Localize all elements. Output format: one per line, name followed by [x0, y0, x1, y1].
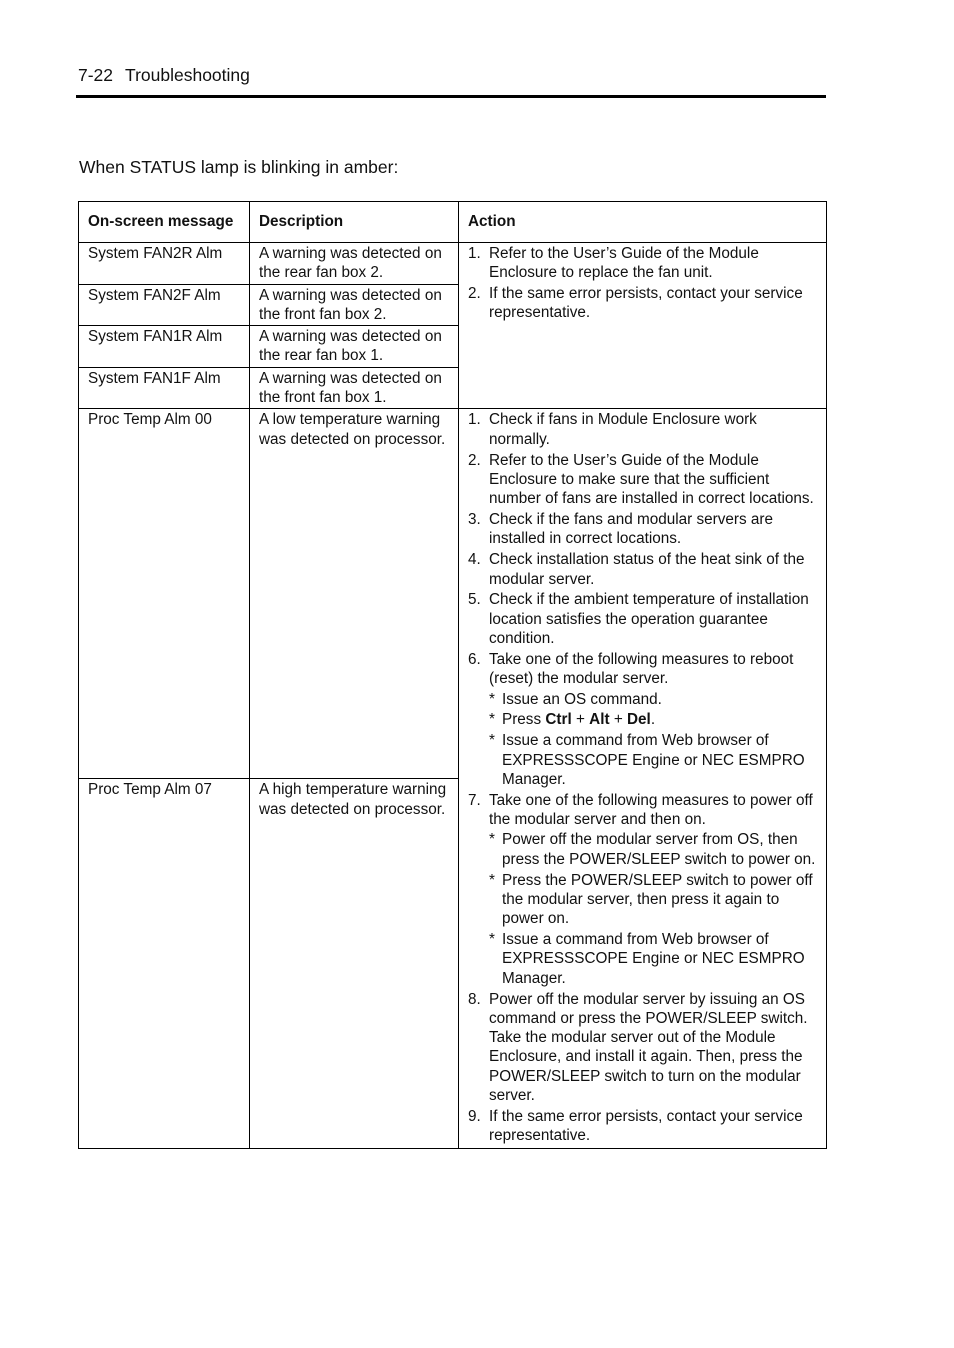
table-row [79, 409, 827, 779]
step-number: 2. [468, 285, 481, 303]
key-ctrl: Ctrl [545, 711, 572, 729]
description-cell: A warning was detected on the rear fan box 2. [250, 243, 459, 285]
action-step [468, 590, 818, 648]
reboot-options [489, 690, 818, 790]
step-text: Power off the modular server by issuing an OS command or press the POWER/SLEEP switch. Take the modular server out of the Module Enclosure, and install it again. Then, press the POWER/SLEEP switch to turn on the modular server. [489, 990, 808, 1104]
sub-item [489, 710, 818, 729]
step-text: Check if fans in Module Enclosure work normally. [489, 411, 757, 448]
step-text: If the same error persists, contact your service representative. [489, 1107, 803, 1145]
action-step [468, 410, 818, 449]
step-number: 1. [468, 411, 481, 429]
step-text: Check if the ambient temperature of installation location satisfies the operation guarantee condition. [489, 591, 809, 648]
bullet: * [489, 732, 495, 750]
action-step [468, 1107, 818, 1146]
page-number: 7-22 [78, 65, 114, 85]
description-cell: A warning was detected on the front fan box 2. [250, 284, 459, 326]
step-text: Refer to the User’s Guide of the Module Enclosure to make sure that the sufficient number of fans are installed in correct locations. [489, 451, 814, 508]
key-del: Del [627, 711, 651, 729]
bullet: * [489, 871, 495, 889]
key-alt: Alt [589, 711, 610, 729]
description-cell: A warning was detected on the rear fan box 1. [250, 326, 459, 368]
sub-text: Issue a command from Web browser of EXPRESSSCOPE Engine or NEC ESMPRO Manager. [502, 931, 805, 987]
plus-sign: + [575, 711, 585, 729]
action-step [468, 244, 818, 283]
header-rule [76, 95, 826, 98]
message-cell: Proc Temp Alm 07 [79, 779, 250, 1149]
sub-item [489, 690, 818, 709]
step-number: 3. [468, 511, 481, 529]
step-number: 7. [468, 791, 481, 809]
description-cell: A low temperature warning was detected on processor. [250, 409, 459, 779]
step-number: 9. [468, 1107, 481, 1125]
header-action: Action [459, 202, 827, 243]
header-description: Description [250, 202, 459, 243]
plus-sign: + [613, 711, 623, 729]
power-cycle-options [489, 830, 818, 988]
bullet: * [489, 690, 495, 708]
sub-item [489, 731, 818, 789]
header-message: On-screen message [79, 202, 250, 243]
fan-action-list [468, 244, 818, 323]
step-text: Take one of the following measures to power off the modular server and then on. [489, 791, 813, 829]
troubleshooting-table [78, 201, 827, 1149]
press-label: Press [502, 711, 542, 729]
action-step [468, 791, 818, 988]
fan-action-cell [459, 243, 827, 409]
description-cell: A warning was detected on the front fan box 1. [250, 367, 459, 409]
bullet: * [489, 831, 495, 849]
page-header [78, 65, 250, 86]
step-text: Check if the fans and modular servers are installed in correct locations. [489, 511, 773, 548]
bullet: * [489, 711, 495, 729]
message-cell: System FAN2F Alm [79, 284, 250, 326]
action-step [468, 550, 818, 589]
action-step [468, 451, 818, 509]
message-cell: Proc Temp Alm 00 [79, 409, 250, 779]
step-text: Check installation status of the heat sink of the modular server. [489, 551, 805, 588]
sub-text: Issue an OS command. [502, 690, 662, 708]
message-cell: System FAN2R Alm [79, 243, 250, 285]
step-text: Refer to the User’s Guide of the Module Enclosure to replace the fan unit. [489, 245, 759, 282]
sub-text: Press the POWER/SLEEP switch to power off the modular server, then press it again to power on. [502, 871, 813, 928]
action-step [468, 510, 818, 549]
section-title: Troubleshooting [125, 65, 250, 85]
proc-action-cell [459, 409, 827, 1149]
action-step [468, 284, 818, 323]
action-step [468, 990, 818, 1106]
action-step [468, 650, 818, 789]
step-text: Take one of the following measures to reboot (reset) the modular server. [489, 650, 794, 688]
step-text: If the same error persists, contact your service representative. [489, 285, 803, 322]
bullet: * [489, 931, 495, 949]
step-number: 6. [468, 650, 481, 668]
step-number: 2. [468, 451, 481, 469]
step-number: 1. [468, 245, 481, 262]
sub-item [489, 830, 818, 869]
sub-text: Issue a command from Web browser of EXPRESSSCOPE Engine or NEC ESMPRO Manager. [502, 732, 805, 788]
message-cell: System FAN1R Alm [79, 326, 250, 368]
sub-item [489, 930, 818, 988]
step-number: 8. [468, 990, 481, 1008]
table-header-row [79, 202, 827, 243]
intro-text: When STATUS lamp is blinking in amber: [79, 157, 399, 177]
step-number: 4. [468, 551, 481, 569]
proc-action-list [468, 410, 818, 1145]
sub-item [489, 871, 818, 929]
table-row [79, 243, 827, 285]
sub-text: Power off the modular server from OS, then press the POWER/SLEEP switch to power on. [502, 831, 816, 868]
description-cell: A high temperature warning was detected on processor. [250, 779, 459, 1149]
step-number: 5. [468, 591, 481, 609]
period: . [650, 711, 656, 729]
message-cell: System FAN1F Alm [79, 367, 250, 409]
